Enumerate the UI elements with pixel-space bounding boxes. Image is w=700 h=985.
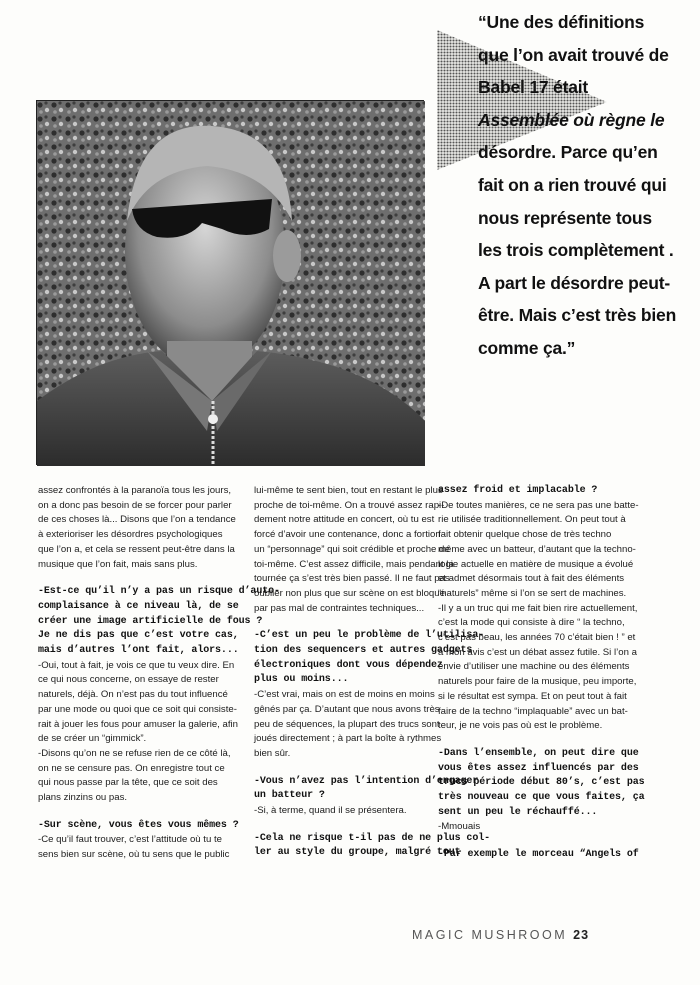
pull-quote-line: comme ça.” (478, 337, 576, 358)
text-line: à mon avis c’est un débat assez futile. Si l’on a (438, 646, 637, 658)
text-line: on a donc pas besoin de se forcer pour parler (38, 499, 232, 511)
text-line: ler au style du groupe, malgré tout (254, 847, 461, 859)
text-line: tournée ça s’est très bien passé. Il ne faut pas (254, 573, 450, 585)
interview-question (38, 819, 239, 834)
text-line: -Par exemple le morceau “Angels of (438, 849, 639, 861)
pull-quote-line: que l’on avait trouvé de (478, 44, 669, 65)
text-line: -C’est un peu le problème de l’utilisa- (254, 630, 485, 642)
text-line: mais d’autres l’ont fait, alors... (38, 645, 239, 657)
pull-quote-line: être. Mais c’est très bien (478, 305, 677, 326)
text-line: par pas mal de contraintes techniques... (254, 602, 425, 614)
text-line: rait à jouer les fous pour amuser la galerie, afin (38, 718, 238, 730)
text-line: naturels pour faire de la musique, peu importe, (438, 676, 637, 688)
text-line: -Si, à terme, quand il se présentera. (254, 805, 407, 817)
text-line: fait obtenir quelque chose de très techno (438, 529, 612, 541)
interview-question (254, 832, 491, 861)
text-line: sens bien sur scène, où tu sens que le public (38, 849, 230, 861)
text-line: créer une image artificielle de fous ? (38, 615, 263, 627)
text-line: -Dans l’ensemble, on peut dire que (438, 747, 639, 759)
paragraph-gap (438, 734, 653, 747)
text-line: et admet désormais tout à fait des éléments (438, 573, 625, 585)
pull-quote-line: “Une des définitions (478, 12, 645, 32)
paragraph-gap (38, 572, 235, 585)
text-line: -C’est vrai, mais on est de moins en moins (254, 689, 435, 701)
text-line: teur, je ne vois pas où est le problème. (438, 720, 603, 732)
text-line: -Oui, tout à fait, je vois ce que tu veux dire. En (38, 659, 235, 671)
article-body (38, 484, 668, 924)
text-line: électroniques dont vous dépendez (254, 659, 443, 671)
text-line: envie d’utiliser une machine ou des éléments (438, 661, 630, 673)
interview-answer (254, 804, 451, 819)
page-number: 23 (573, 928, 590, 942)
text-line: bien sûr. (254, 747, 291, 759)
text-line: de ces choses là... Disons que l’on a tendance (38, 514, 236, 526)
text-line: tion des sequencers et autres gadgets (254, 645, 473, 657)
text-line: par une mode ou quoi que ce soit qui consiste- (38, 703, 237, 715)
text-line: naturels, déjà. On n’est pas du tout influencé (38, 689, 228, 701)
pull-quote-line: fait on a rien trouvé qui (478, 174, 667, 195)
interview-answer (438, 820, 653, 835)
text-line: trucs période début 80’s, c’est pas (438, 777, 645, 789)
interview-answer (438, 499, 653, 734)
text-line: -Est-ce qu’il n’y a pas un risque d’auto- (38, 586, 280, 598)
band-member-photo (36, 100, 424, 465)
text-line: assez confrontés à la paranoïa tous les jours, (38, 485, 232, 496)
article-column-3 (438, 484, 653, 863)
text-line: proche de toi-même. On a trouvé assez rapi- (254, 499, 445, 511)
text-line: un batteur ? (254, 790, 325, 802)
interview-answer (38, 659, 238, 806)
paragraph-gap (38, 806, 235, 819)
text-line: c’est pas beau, les années 70 c’était bien ! ” et (438, 632, 636, 644)
text-line: rie utilisée traditionnellement. On peut tout à (438, 514, 626, 526)
text-line: si le résultat est sympa. Et on peut tout à fait (438, 690, 627, 702)
text-line: -Cela ne risque t-il pas de ne plus col- (254, 832, 491, 844)
text-line: “naturels” même si l’on se sert de machines. (438, 587, 627, 599)
text-line: de se créer un “gimmick”. (38, 733, 147, 745)
text-line: assez froid et implacable ? (438, 485, 598, 496)
text-line: forcé d’avoir une contenance, donc a fortiori (254, 529, 441, 541)
text-line: -De toutes manières, ce ne sera pas une batte- (438, 499, 639, 511)
text-line: à exterioriser les désordres psychologiques (38, 529, 223, 541)
photo-illustration (37, 101, 425, 466)
interview-answer (254, 688, 451, 762)
text-line: musique que l’on fait, mais sans plus. (38, 558, 198, 570)
interview-question (438, 848, 653, 863)
text-line: plus ou moins... (254, 674, 349, 686)
pull-quote-line: désordre. Parce qu’en (478, 142, 658, 163)
magazine-name: MAGIC MUSHROOM (412, 928, 568, 942)
interview-question (438, 484, 653, 499)
text-line: qui nous passe par la tête, que ce soit des (38, 777, 218, 789)
text-line: toi-même. C’est assez difficile, mais pendant la (254, 558, 454, 570)
interview-answer (38, 833, 235, 862)
text-line: -Mmouais (438, 821, 481, 833)
paragraph-gap (254, 616, 451, 629)
pull-quote-line: Assemblée où règne le (478, 109, 665, 130)
text-line: -Vous n’avez pas l’intention d’engager (254, 775, 479, 787)
text-line: c’est la mode qui consiste à dire “ la techno, (438, 617, 625, 629)
page-footer (412, 928, 630, 944)
text-line: peu de séquences, la plupart des trucs sont (254, 718, 440, 730)
pull-quote-line: les trois complètement . (478, 240, 674, 261)
interview-question (38, 585, 280, 659)
text-line: joués directement ; à part la boîte à rythmes (254, 733, 442, 745)
text-line: -Il y a un truc qui me fait bien rire actuellement, (438, 602, 638, 614)
text-line: Je ne dis pas que c’est votre cas, (38, 630, 239, 642)
interview-question (254, 775, 479, 804)
text-line: lui-même te sent bien, tout en restant le plus (254, 485, 443, 496)
text-line: faire de la techno “implaquable” avec un bat- (438, 705, 628, 717)
text-line: -Ce qu’il faut trouver, c’est l’attitude où tu te (38, 834, 222, 846)
interview-question (254, 629, 485, 688)
pull-quote (478, 6, 688, 365)
text-line: gênés par ça. D’autant que nous avons très (254, 703, 440, 715)
text-line: on ne se censure pas. On enregistre tout ce (38, 762, 225, 774)
interview-answer (38, 484, 235, 572)
text-line: vous êtes assez influencés par des (438, 762, 639, 774)
pull-quote-line: A part le désordre peut- (478, 272, 670, 293)
text-line: dement notre attitude en concert, où tu est (254, 514, 435, 526)
text-line: oublier non plus que sur scène on est bloqué (254, 587, 445, 599)
paragraph-gap (438, 835, 653, 848)
text-line: un “personnage” qui soit crédible et proche de (254, 543, 450, 555)
text-line: -Sur scène, vous êtes vous mêmes ? (38, 819, 239, 831)
text-line: que l’on a, et cela se ressent peut-être dans la (38, 543, 235, 555)
pull-quote-line: nous représente tous (478, 207, 652, 228)
text-line: sent un peu le réchauffé... (438, 806, 598, 818)
text-line: logie actuelle en matière de musique a évolué (438, 558, 634, 570)
interview-answer (254, 484, 454, 616)
text-line: ce qui nous concerne, on essaye de rester (38, 674, 219, 686)
text-line: plans zinzins ou pas. (38, 792, 128, 804)
text-line: même avec un batteur, d’autant que la techno- (438, 543, 636, 555)
text-line: très nouveau ce que vous faites, ça (438, 792, 645, 804)
paragraph-gap (254, 762, 451, 775)
text-line: complaisance à ce niveau là, de se (38, 600, 239, 612)
interview-question (438, 747, 653, 821)
pull-quote-line: Babel 17 était (478, 77, 589, 98)
paragraph-gap (254, 819, 451, 832)
text-line: -Disons qu’on ne se refuse rien de ce côté là, (38, 747, 231, 759)
